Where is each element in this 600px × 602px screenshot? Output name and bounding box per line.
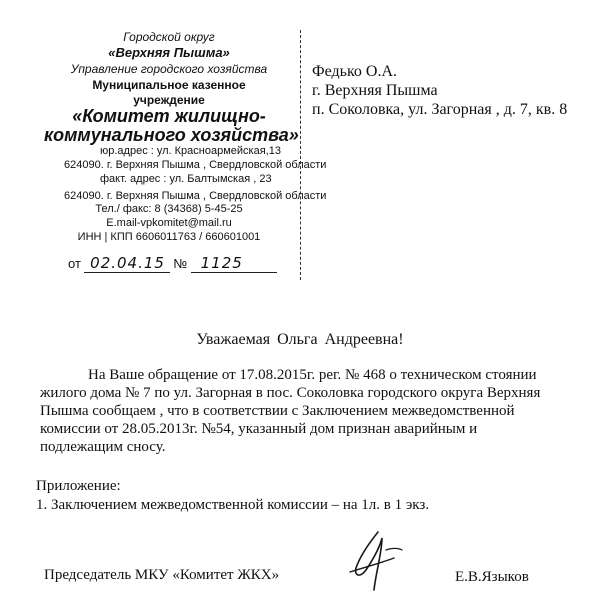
letterhead-institution-type-1: Муниципальное казенное: [92, 78, 246, 92]
appendix-item: 1. Заключением межведомственной комиссии – на 1л. в 1 экз.: [36, 497, 430, 513]
signatory-position: Председатель МКУ «Комитет ЖКХ»: [44, 567, 280, 583]
letterhead-city-district: Городской округ: [123, 30, 215, 44]
letter-body-line-1: На Ваше обращение от 17.08.2015г. рег. № 468 о техническом стоянии: [88, 367, 537, 383]
recipient-street: п. Соколовка, ул. Загорная , д. 7, кв. 8: [312, 101, 568, 118]
letterhead-divider: [300, 30, 301, 280]
number-prefix: №: [173, 256, 188, 271]
letter-body-line-2: жилого дома № 7 по ул. Загорная в пос. Соколовка городского округа Верхняя: [40, 385, 541, 401]
letterhead-email: E.mail-vpkomitet@mail.ru: [106, 217, 232, 229]
letter-salutation: Уважаемая Ольга Андреевна!: [196, 331, 404, 348]
letterhead-institution-type-2: учреждение: [133, 93, 205, 107]
letter-body-line-4: комиссии от 28.05.2013г. №54, указанный дом признан аварийным и: [40, 421, 478, 437]
number-value: 1125: [191, 254, 277, 273]
letterhead-org-name-2: коммунального хозяйства»: [44, 125, 299, 145]
letterhead-actual-address-city: 624090. г. Верхняя Пышма , Свердловской области: [64, 190, 327, 202]
letterhead-phone: Тел./ факс: 8 (34368) 5-45-25: [95, 203, 243, 215]
handwritten-signature: [330, 528, 420, 594]
letter-body-line-3: Пышма сообщаем , что в соответствии с Заключением межведомственной: [40, 403, 515, 419]
letterhead-org-name-1: «Комитет жилищно-: [72, 106, 266, 126]
signatory-name: Е.В.Языков: [455, 569, 529, 585]
letterhead-inn-kpp: ИНН | КПП 6606011763 / 660601001: [77, 231, 261, 243]
letterhead-legal-address: юр.адрес : ул. Красноармейская,13: [100, 145, 281, 157]
letterhead-legal-address-city: 624090. г. Верхняя Пышма , Свердловской области: [64, 159, 327, 171]
letterhead-actual-address: факт. адрес : ул. Балтымская , 23: [100, 173, 272, 185]
date-value: 02.04.15: [84, 254, 170, 273]
letter-body-line-5: подлежащим сносу.: [40, 439, 166, 455]
recipient-city: г. Верхняя Пышма: [312, 82, 438, 99]
outgoing-reference: [68, 254, 277, 273]
recipient-name: Федько О.А.: [312, 63, 398, 80]
letterhead-city-name: «Верхняя Пышма»: [108, 45, 230, 60]
date-prefix: от: [68, 256, 81, 271]
appendix-title: Приложение:: [36, 478, 121, 494]
letterhead-department: Управление городского хозяйства: [70, 62, 268, 76]
